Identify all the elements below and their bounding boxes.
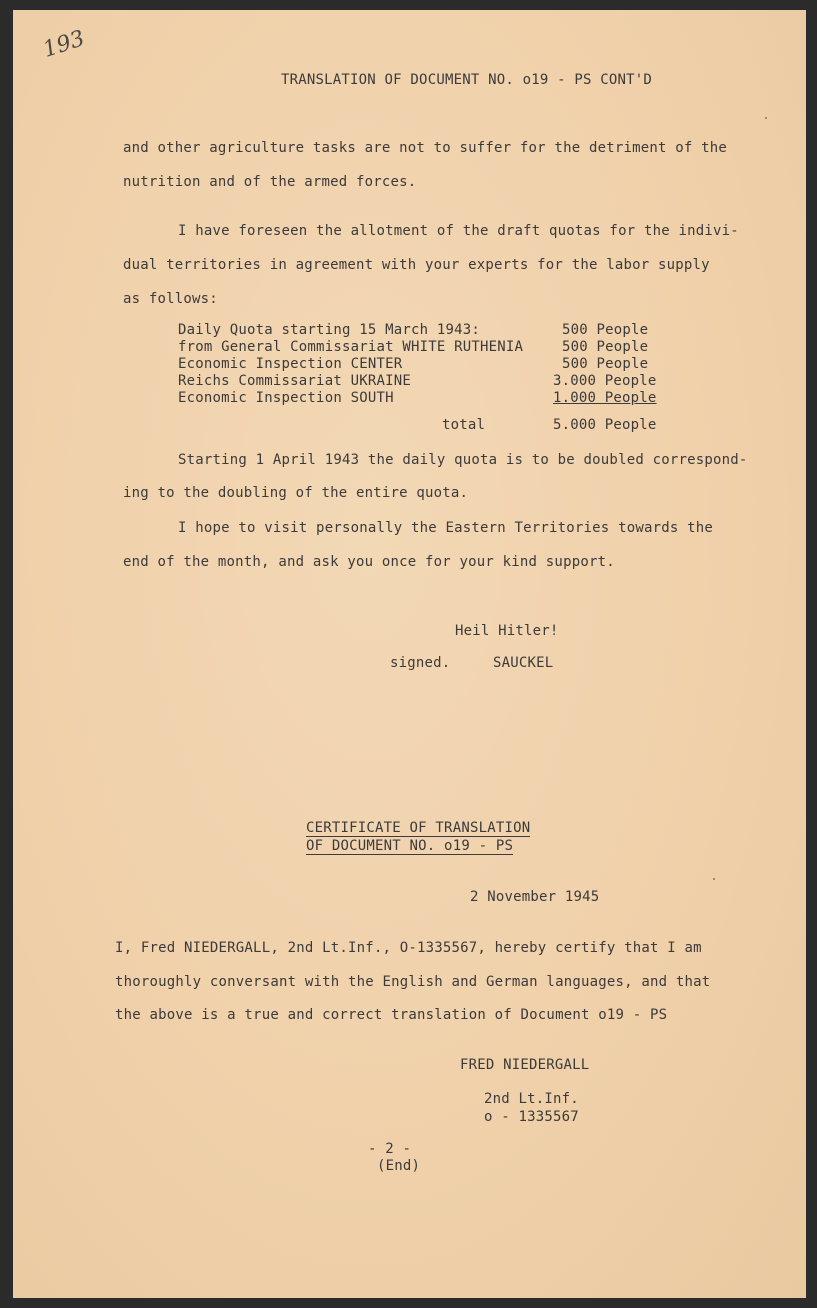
quota-row-value: 500 People — [562, 322, 649, 338]
certificate-subtitle: OF DOCUMENT NO. o19 - PS — [306, 838, 514, 854]
quota-row-label: Reichs Commissariat UKRAINE — [178, 373, 411, 389]
quota-row-label: Economic Inspection CENTER — [178, 356, 403, 372]
paragraph-line: I hope to visit personally the Eastern Territories towards the — [178, 520, 713, 536]
paragraph-line: dual territories in agreement with your experts for the labor supply — [123, 257, 710, 273]
quota-row-label: Daily Quota starting 15 March 1943: — [178, 322, 481, 338]
paragraph-line: Starting 1 April 1943 the daily quota is to be doubled correspond- — [178, 452, 748, 468]
signer-rank: 2nd Lt.Inf. — [484, 1091, 579, 1107]
signer-name: FRED NIEDERGALL — [460, 1057, 590, 1073]
certificate-title: CERTIFICATE OF TRANSLATION — [306, 820, 531, 836]
paper-speck — [765, 117, 767, 119]
quota-total-value: 5.000 People — [553, 417, 657, 433]
quota-row-value: 500 People — [562, 356, 649, 372]
paragraph-line: nutrition and of the armed forces. — [123, 174, 417, 190]
signer-number: o - 1335567 — [484, 1109, 579, 1125]
certificate-date: 2 November 1945 — [470, 889, 600, 905]
end-marker: (End) — [377, 1158, 421, 1174]
signed-label: signed. — [390, 655, 451, 671]
paper-speck — [713, 878, 715, 880]
paragraph-line: and other agriculture tasks are not to suffer for the detriment of the — [123, 140, 728, 156]
closing-salutation: Heil Hitler! — [455, 623, 559, 639]
quota-row-value: 3.000 People — [553, 373, 657, 389]
paragraph-line: end of the month, and ask you once for your kind support. — [123, 554, 615, 570]
paragraph-line: I have foreseen the allotment of the draft quotas for the indivi- — [178, 223, 739, 239]
paragraph-line: ing to the doubling of the entire quota. — [123, 485, 469, 501]
quota-row-value: 500 People — [562, 339, 649, 355]
document-header: TRANSLATION OF DOCUMENT NO. o19 - PS CONT'D — [281, 72, 653, 88]
document-page — [13, 10, 806, 1298]
certificate-body-line: the above is a true and correct translation of Document o19 - PS — [115, 1007, 668, 1023]
quota-row-label: from General Commissariat WHITE RUTHENIA — [178, 339, 524, 355]
paragraph-line: as follows: — [123, 291, 218, 307]
quota-row-value: 1.000 People — [553, 390, 657, 406]
signed-name: SAUCKEL — [493, 655, 554, 671]
handwritten-page-number: 193 — [40, 26, 88, 63]
certificate-body-line: thoroughly conversant with the English and German languages, and that — [115, 974, 711, 990]
page-number: - 2 - — [368, 1141, 412, 1157]
quota-total-label: total — [442, 417, 486, 433]
quota-row-label: Economic Inspection SOUTH — [178, 390, 394, 406]
certificate-body-line: I, Fred NIEDERGALL, 2nd Lt.Inf., O-1335567, hereby certify that I am — [115, 940, 702, 956]
